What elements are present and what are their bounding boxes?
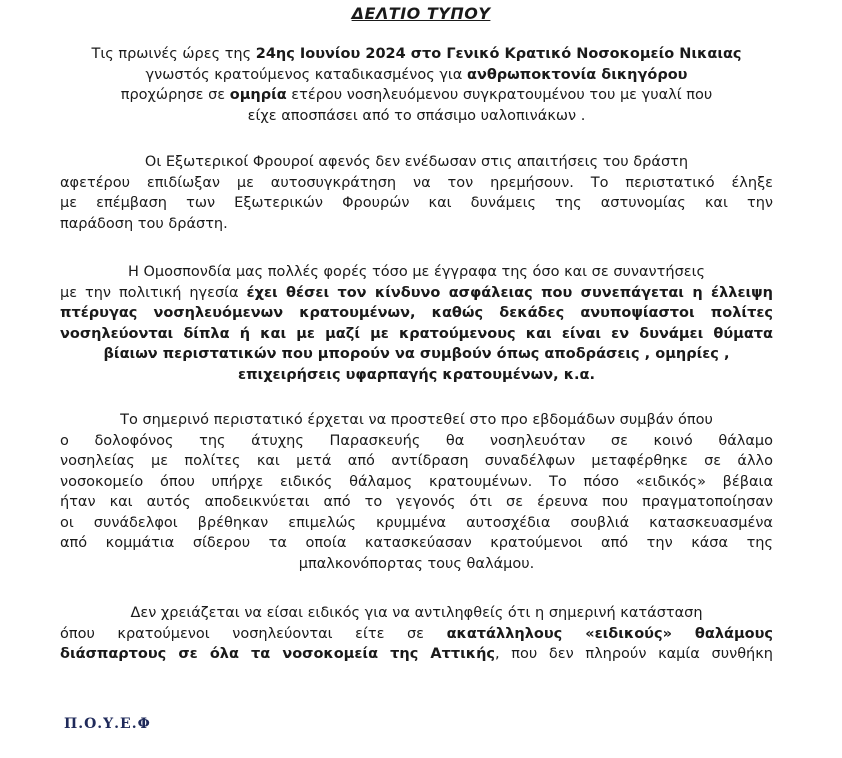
paragraph-4 (60, 410, 773, 574)
paragraph-line: ο δολοφόνος της άτυχης Παρασκευής θα νοσηλευόταν σε κοινό θάλαμο (60, 432, 773, 449)
document-title: ΔΕΛΤΙΟ ΤΥΠΟΥ (351, 4, 491, 23)
paragraph-line: προχώρησε σε ομηρία ετέρου νοσηλευόμενου συγκρατουμένου του με γυαλί που (120, 87, 713, 103)
paragraph-line: Τις πρωινές ώρες της 24ης Ιουνίου 2024 στο Γενικό Κρατικό Νοσοκομείο Νικαιας (91, 46, 742, 62)
paragraph-line: αφετέρου επιδίωξαν με αυτοσυγκράτηση να τον ηρεμήσουν. Το περιστατικό έληξε (60, 174, 773, 191)
paragraph-line: οι συνάδελφοι βρέθηκαν επιμελώς κρυμμένα αυτοσχέδια σουβλιά κατασκευασμένα (60, 514, 773, 531)
paragraph-line: Οι Εξωτερικοί Φρουροί αφενός δεν ενέδωσαν στις απαιτήσεις του δράστη (144, 154, 689, 170)
signature: Π.Ο.Υ.Ε.Φ (64, 716, 151, 732)
paragraph-line: Το σημερινό περιστατικό έρχεται να προστεθεί στο προ εβδομάδων συμβάν όπου (120, 412, 713, 428)
paragraph-line: βίαιων περιστατικών που μπορούν να συμβούν όπως αποδράσεις , ομηρίες , (103, 346, 730, 362)
paragraph-line: Η Ομοσπονδία μας πολλές φορές τόσο με έγγραφα της όσο και σε συναντήσεις (127, 264, 706, 280)
paragraph-line: νοσηλεύονται δίπλα ή και με μαζί με κρατούμενους και είναι εν δυνάμει θύματα (60, 325, 773, 342)
paragraph-line: ήταν και αυτός αποδεικνύεται από το γεγονός ότι σε έρευνα που πραγματοποίησαν (60, 494, 773, 510)
paragraph-line: επιχειρήσεις υφαρπαγής κρατουμένων, κ.α. (238, 366, 595, 383)
paragraph-line: Δεν χρειάζεται να είσαι ειδικός για να αντιληφθείς ότι η σημερινή κατάσταση (130, 605, 703, 621)
paragraph-line: νοσοκομείο όπου υπήρχε ειδικός θάλαμος κρατουμένων. Το πόσο «ειδικός» βέβαια (60, 473, 773, 490)
paragraph-line: με την πολιτική ηγεσία έχει θέσει τον κίνδυνο ασφάλειας που συνεπάγεται η έλλειψη (60, 284, 773, 301)
paragraph-line: είχε αποσπάσει από το σπάσιμο υαλοπινάκων . (247, 107, 586, 124)
paragraph-line: με επέμβαση των Εξωτερικών Φρουρών και δυνάμεις της αστυνομίας και την (60, 195, 773, 211)
paragraph-1 (60, 44, 773, 126)
paragraph-line: πτέρυγας νοσηλευόμενων κρατουμένων, καθώς δεκάδες ανυποψίαστοι πολίτες (60, 305, 773, 321)
paragraph-line: διάσπαρτους σε όλα τα νοσοκομεία της Αττικής, που δεν πληρούν καμία συνθήκη (60, 646, 773, 662)
paragraph-line: νοσηλείας με πολίτες και μετά από αντίδραση συναδέλφων μεταφέρθηκε σε άλλο (60, 453, 773, 469)
paragraph-line: γνωστός κρατούμενος καταδικασμένος για ανθρωποκτονία δικηγόρου (145, 66, 688, 83)
paragraph-line: όπου κρατούμενοι νοσηλεύονται είτε σε ακατάλληλους «ειδικούς» θαλάμους (60, 625, 774, 642)
paragraph-5 (60, 603, 773, 665)
paragraph-line: παράδοση του δράστη. (60, 215, 228, 232)
paragraph-2 (60, 152, 773, 234)
paragraph-line: μπαλκονόπορτας τους θαλάμου. (298, 555, 535, 572)
paragraph-line: από κομμάτια σίδερου τα οποία κατασκεύασαν κρατούμενοι από την κάσα της (60, 535, 773, 551)
paragraph-3 (60, 262, 773, 385)
